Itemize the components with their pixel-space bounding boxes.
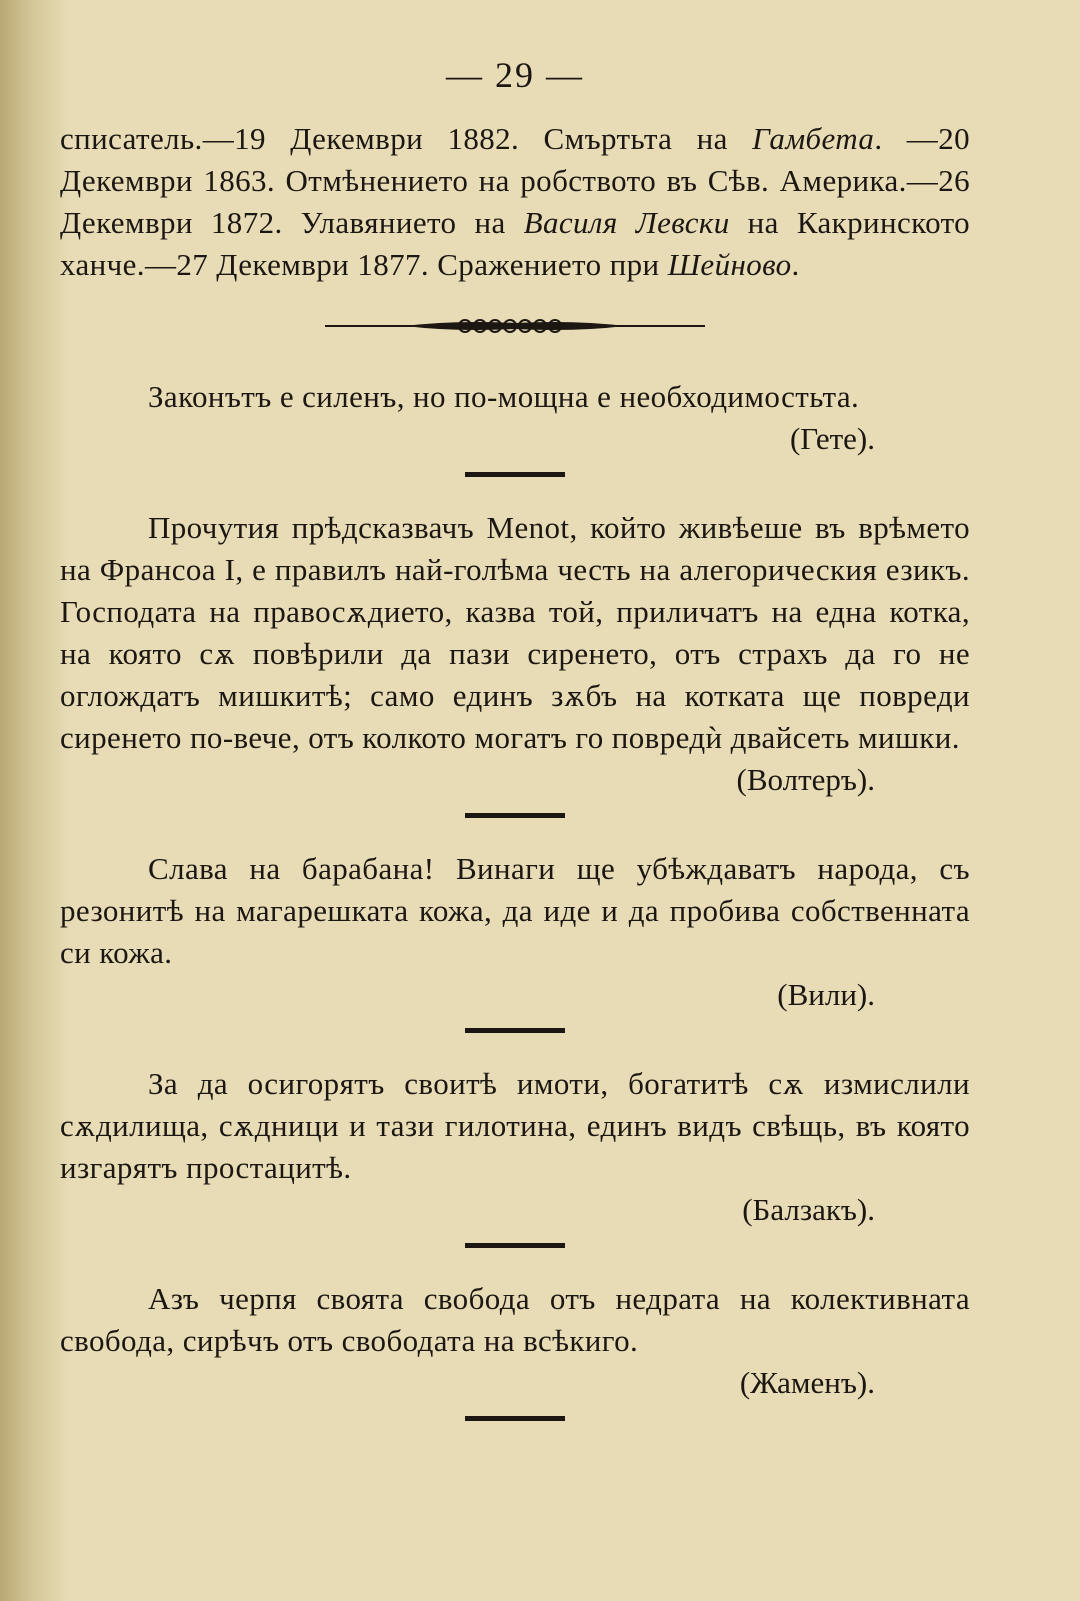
quote-author: (Жаменъ). [739, 1365, 875, 1400]
section-divider [465, 1028, 565, 1033]
quote-text: Прочутия прѣдсказвачъ Menot, който живѣеше въ врѣмето на Франсоа I, е правилъ най-голѣма честь на алегорическия езикъ. Господата на правосѫдието, казва той, приличатъ на една котка, на която сѫ повѣрили да пази сиренето, отъ страхъ да го не оглождатъ мишкитѣ; само единъ зѫбъ на котката ще повреди сиренето по-вече, отъ колкото могатъ го повредѝ двайсеть мишки. [60, 510, 970, 755]
quote-goethe [60, 376, 970, 460]
quote-text: За да осигорятъ своитѣ имоти, богатитѣ сѫ измислили сѫдилища, сѫдници и тази гилотина, единъ видъ свѣщь, въ която изгарятъ простацитѣ. [60, 1066, 970, 1185]
quote-vili [60, 848, 970, 1016]
section-divider [465, 1416, 565, 1421]
book-page [60, 40, 970, 1560]
quote-author: (Балзакъ). [742, 1192, 875, 1227]
intro-text-3: на Какринското ханче.—27 Декември 1877. Сражението при [60, 205, 971, 282]
quote-text: Слава на барабана! Винаги ще убѣждаватъ народа, съ резонитѣ на магарешката кожа, да иде и да пробива собственната си кожа. [60, 851, 970, 970]
decorative-ornament [60, 316, 970, 336]
quote-jamin [60, 1278, 970, 1404]
quote-author: (Гете). [789, 421, 875, 456]
intro-text-end: . [791, 247, 800, 282]
intro-italic-sheynovo: Шейново [667, 247, 792, 282]
page-number: — 29 — [446, 55, 584, 95]
intro-italic-gambetta: Гамбета [752, 121, 875, 156]
intro-text-2: . —20 Декември 1863. Отмѣнението на робството въ Сѣв. Америка.—26 Декември 1872. Улавянието на [60, 121, 970, 240]
historical-dates-paragraph [60, 118, 970, 286]
intro-text-1: списатель.—19 Декември 1882. Смъртьта на [60, 121, 753, 156]
section-divider [465, 813, 565, 818]
quote-voltaire [60, 507, 970, 801]
intro-italic-levski: Василя Левски [523, 205, 730, 240]
quote-balzac [60, 1063, 970, 1231]
quote-text: Законътъ е силенъ, но по-мощна е необходимостьта. [148, 379, 860, 414]
quote-text: Азъ черпя своята свобода отъ недрата на колективната свобода, сирѣчъ отъ свободата на всѣкиго. [60, 1281, 970, 1358]
quote-author: (Волтеръ). [736, 762, 875, 797]
quote-author: (Вили). [777, 977, 875, 1012]
ornament-divider-icon [315, 316, 715, 336]
section-divider [465, 472, 565, 477]
section-divider [465, 1243, 565, 1248]
